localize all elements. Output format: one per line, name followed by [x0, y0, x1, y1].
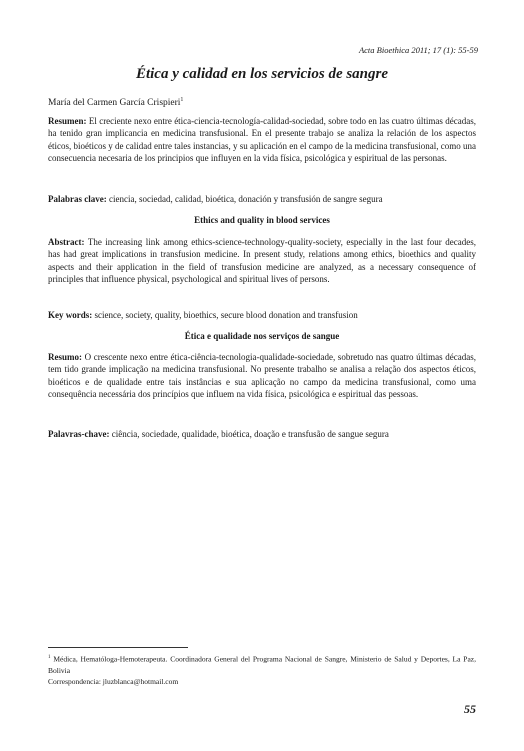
footnote: [48, 652, 476, 687]
page-number: 55: [464, 702, 476, 716]
footnote-affiliation: [48, 652, 476, 676]
portuguese-keywords: [48, 428, 476, 440]
portuguese-abstract-label: Resumo:: [48, 352, 82, 362]
footnote-divider: [48, 647, 188, 648]
spanish-abstract-text: El creciente nexo entre ética-ciencia-tecnología-calidad-sociedad, sobre todo en las cuatro últimas décadas, ha tenido gran implicancia en medicina transfusional. En el presente trabajo se analiza la relación de los aspectos éticos, bioéticos y de calidad entre tales instancias, y su aplicación en el campo de la medicina transfusional, como una consecuencia necesaria de los principios que influyen en la vida física, psicológica y espiritual de las personas.: [48, 116, 476, 163]
portuguese-heading: Ética e qualidade nos serviços de sangue: [184, 331, 340, 341]
english-abstract-label: Abstract:: [48, 237, 85, 247]
spanish-keywords-text: ciencia, sociedad, calidad, bioética, donación y transfusión de sangre segura: [106, 194, 383, 204]
portuguese-keywords-text: ciência, sociedade, qualidade, bioética, doação e transfusão de sangue segura: [109, 429, 389, 439]
spanish-keywords-label: Palabras clave:: [48, 194, 107, 204]
english-heading: Ethics and quality in blood services: [194, 215, 330, 225]
spanish-keywords: [48, 193, 476, 205]
english-abstract: [48, 236, 476, 285]
english-abstract-text: The increasing link among ethics-science-technology-quality-society, especially in the last four decades, has had great implications in transfusion medicine. In present study, relations among ethics, bioethics and quality aspects and their application in the field of transfusion medicine are analyzed, as a necessary consequence of principles that influence physical, psychological and spiritual lives of persons.: [48, 237, 476, 284]
footnote-affiliation-text: Médica, Hematóloga-Hemoterapeuta. Coordinadora General del Programa Nacional de Sangre, Ministerio de Salud y Deportes, La Paz, Bolivia: [48, 654, 476, 675]
journal-citation: Acta Bioethica 2011; 17 (1): 55-59: [358, 45, 478, 55]
portuguese-abstract: [48, 351, 476, 400]
portuguese-abstract-text: O crescente nexo entre ética-ciência-tecnologia-qualidade-sociedade, sobretudo nas quatro últimas décadas, tem tido grande implicação na medicina transfusional. No presente trabalho se analisa a relação dos aspectos éticos, bioéticos e de qualidade entre tais instâncias e sua aplicação no campo da medicina transfusional, como uma consequência necessária dos princípios que influem na vida física, psicológica e espiritual das pessoas.: [48, 352, 476, 399]
author-footnote-mark: 1: [180, 97, 184, 103]
english-keywords-text: science, society, quality, bioethics, secure blood donation and transfusion: [92, 310, 358, 320]
english-keywords: [48, 309, 476, 321]
spanish-abstract: [48, 115, 476, 164]
spanish-abstract-label: Resumen:: [48, 116, 87, 126]
portuguese-keywords-label: Palavras-chave:: [48, 429, 110, 439]
footnote-correspondence: Correspondencia: jluzblanca@hotmail.com: [48, 676, 179, 686]
english-keywords-label: Key words:: [48, 310, 93, 320]
footnote-mark: 1: [48, 655, 51, 660]
author-name: María del Carmen García Crispieri: [48, 98, 181, 109]
article-title: Ética y calidad en los servicios de sangre: [135, 66, 389, 82]
author-line: [48, 97, 183, 108]
